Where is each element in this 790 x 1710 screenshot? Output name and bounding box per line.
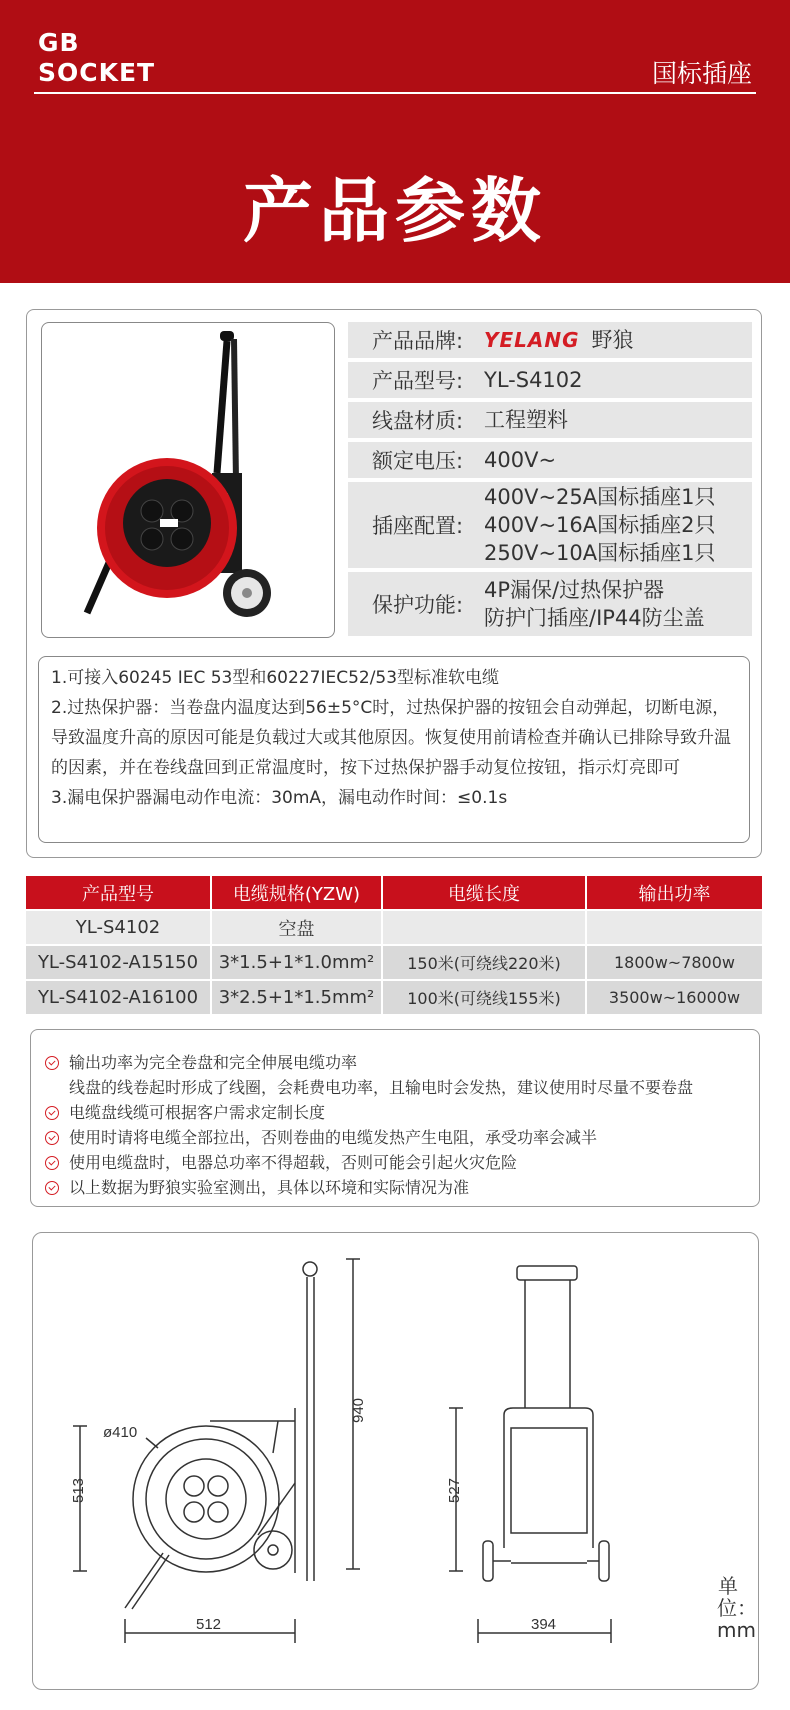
table-cell: 3*2.5+1*1.5mm² <box>212 981 381 1014</box>
cable-reel-trolley-photo <box>42 323 335 638</box>
header-tag: 国标插座 <box>651 59 752 88</box>
check-circle-icon <box>45 1056 59 1070</box>
tip-text: 输出功率为完全卷盘和完全伸展电缆功率 <box>69 1053 358 1072</box>
dim-reel-height: 513 <box>70 1477 87 1503</box>
socket-line: 400V~25A国标插座1只 <box>484 485 716 509</box>
spec-value: 400V~ <box>484 448 557 472</box>
spec-label: 线盘材质: <box>372 409 464 433</box>
check-circle-icon <box>45 1131 59 1145</box>
tip-subtext: 线盘的线卷起时形成了线圈，会耗费电功率，且输电时会发热，建议使用时尽量不要卷盘 <box>69 1078 694 1097</box>
spec-label: 插座配置: <box>372 514 464 538</box>
dim-diameter: ø410 <box>103 1424 138 1441</box>
tips-box <box>30 1029 760 1207</box>
table-cell: 100米(可绕线155米) <box>383 981 585 1014</box>
table-cell: YL-S4102-A16100 <box>26 981 210 1014</box>
note-item: 2.过热保护器：当卷盘内温度达到56±5°C时，过热保护器的按钮会自动弹起，切断电源，导致温度升高的原因可能是负载过大或其他原因。恢复使用前请检查并确认已排除导致升温的因素，并在卷线盘回到正常温度时，按下过热保护器手动复位按钮，指示灯亮即可 <box>51 698 731 778</box>
table-cell <box>383 911 585 944</box>
spec-label: 保护功能: <box>372 593 464 617</box>
socket-line: 250V~10A国标插座1只 <box>484 541 716 565</box>
spec-sockets <box>348 482 752 568</box>
spec-material <box>348 402 752 438</box>
unit-label: 单位：mm <box>717 1574 757 1642</box>
table-cell: YL-S4102 <box>26 911 210 944</box>
table-cell: 3*1.5+1*1.0mm² <box>212 946 381 979</box>
tip-item <box>45 1100 749 1125</box>
tip-item <box>45 1125 749 1150</box>
tip-item <box>45 1150 749 1175</box>
dim-width-side: 512 <box>196 1616 222 1633</box>
header-banner <box>0 0 790 283</box>
spec-voltage <box>348 442 752 478</box>
table-header <box>26 876 762 909</box>
socket-line: 400V~16A国标插座2只 <box>484 513 716 537</box>
table-cell: 1800w~7800w <box>587 946 762 979</box>
column-header: 输出功率 <box>587 876 762 909</box>
table-cell <box>587 911 762 944</box>
dim-frame-height: 527 <box>446 1477 463 1503</box>
table-cell: 3500w~16000w <box>587 981 762 1014</box>
table-row <box>26 946 762 979</box>
protection-line: 防护门插座/IP44防尘盖 <box>484 606 705 630</box>
table-cell: YL-S4102-A15150 <box>26 946 210 979</box>
tip-text: 以上数据为野狼实验室测出，具体以环境和实际情况为准 <box>69 1178 470 1197</box>
spec-label: 产品型号: <box>372 369 464 393</box>
column-header: 产品型号 <box>26 876 210 909</box>
note-item: 3.漏电保护器漏电动作电流：30mA，漏电动作时间：≤0.1s <box>51 788 508 808</box>
spec-value <box>478 326 634 354</box>
page-title: 产品参数 <box>243 170 547 252</box>
spec-value: 工程塑料 <box>484 408 568 432</box>
dim-width-front: 394 <box>531 1616 557 1633</box>
spec-list <box>348 322 752 640</box>
product-photo <box>41 322 335 638</box>
spec-model <box>348 362 752 398</box>
spec-brand <box>348 322 752 358</box>
spec-value <box>478 483 716 567</box>
tip-text: 使用时请将电缆全部拉出，否则卷曲的电缆发热产生电阻，承受功率会减半 <box>69 1128 598 1147</box>
check-circle-icon <box>45 1181 59 1195</box>
gb-socket-logo <box>38 28 155 88</box>
check-circle-icon <box>45 1106 59 1120</box>
spec-value <box>478 576 705 632</box>
dim-height-total: 940 <box>350 1397 367 1423</box>
column-header: 电缆规格(YZW) <box>212 876 381 909</box>
brand-line1: GB <box>38 28 80 57</box>
technical-drawing <box>33 1233 759 1690</box>
tip-item <box>45 1175 749 1200</box>
spec-label: 额定电压: <box>372 449 464 473</box>
note-item: 1.可接入60245 IEC 53型和60227IEC52/53型标准软电缆 <box>51 668 500 688</box>
model-table <box>26 876 762 1016</box>
check-circle-icon <box>45 1156 59 1170</box>
dimension-drawing <box>32 1232 759 1690</box>
yelang-logo: YELANG <box>484 328 580 352</box>
column-header: 电缆长度 <box>383 876 585 909</box>
table-row <box>26 911 762 944</box>
spec-protection <box>348 572 752 636</box>
header-divider <box>34 92 756 94</box>
brand-line2: SOCKET <box>38 58 156 87</box>
spec-label: 产品品牌: <box>372 329 464 353</box>
protection-line: 4P漏保/过热保护器 <box>484 578 665 602</box>
table-row <box>26 981 762 1014</box>
tip-item <box>45 1050 749 1075</box>
table-cell: 空盘 <box>212 911 381 944</box>
notes-box <box>38 656 750 843</box>
spec-value: YL-S4102 <box>484 368 583 392</box>
brand-name: 野狼 <box>591 328 634 352</box>
table-cell: 150米(可绕线220米) <box>383 946 585 979</box>
tip-text: 使用电缆盘时，电器总功率不得超载，否则可能会引起火灾危险 <box>69 1153 518 1172</box>
tip-text: 电缆盘线缆可根据客户需求定制长度 <box>69 1103 326 1122</box>
